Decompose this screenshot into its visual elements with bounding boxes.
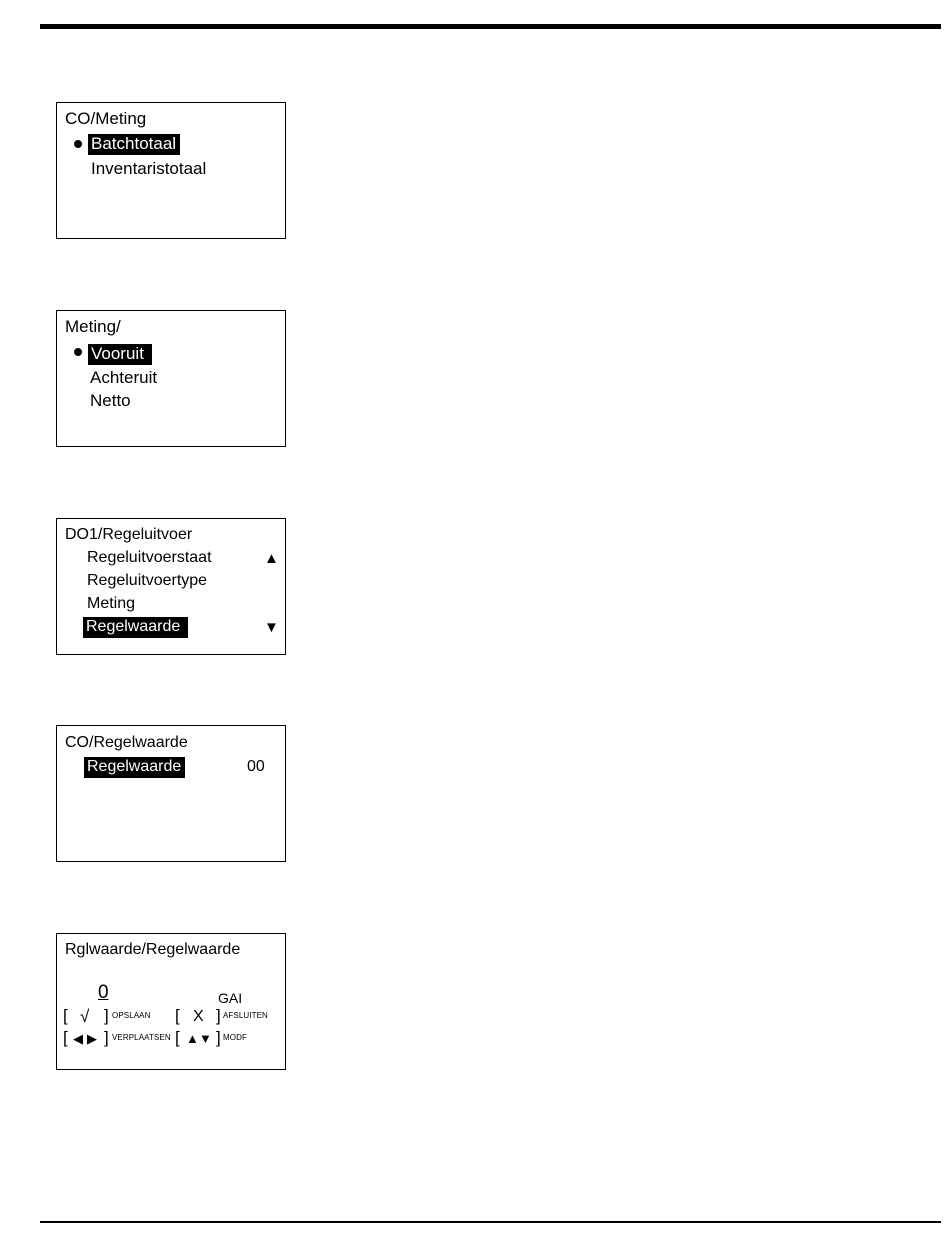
regelwaarde-value: 00 — [247, 758, 265, 775]
menu-item-batchtotaal[interactable]: Batchtotaal — [88, 134, 180, 155]
screen-do1-regeluitvoer — [56, 518, 286, 655]
screen-co-meting — [56, 102, 286, 239]
save-label: OPSLAAN — [112, 1011, 151, 1020]
check-icon: √ — [80, 1007, 90, 1026]
arrow-left-icon: ◀ — [73, 1031, 83, 1046]
unit-label: GAI — [218, 990, 243, 1006]
move-label: VERPLAATSEN — [112, 1033, 171, 1042]
arrow-up-icon: ▲ — [186, 1031, 199, 1046]
screen-title: CO/Meting — [65, 109, 147, 128]
menu-item-regelwaarde[interactable]: Regelwaarde — [84, 757, 185, 778]
scroll-up-icon[interactable]: ▲ — [264, 550, 279, 567]
close-icon: X — [193, 1008, 204, 1025]
screen-rglwaarde-edit — [56, 933, 286, 1070]
menu-item-achteruit[interactable]: Achteruit — [90, 368, 158, 387]
bracket-open: [ — [175, 1006, 180, 1025]
arrow-down-icon: ▼ — [199, 1031, 212, 1046]
modify-label: MODF — [223, 1033, 247, 1042]
bracket-close: ] — [104, 1006, 109, 1025]
value-digit-input[interactable]: 0 — [98, 982, 109, 1003]
bottom-rule — [40, 1221, 941, 1223]
screen-title: Rglwaarde/Regelwaarde — [65, 941, 241, 958]
arrow-right-icon: ▶ — [87, 1031, 97, 1046]
bracket-open: [ — [63, 1028, 68, 1047]
selection-bullet-icon — [74, 348, 82, 356]
bracket-open: [ — [63, 1006, 68, 1025]
screen-co-regelwaarde — [56, 725, 286, 862]
scroll-down-icon[interactable]: ▼ — [264, 619, 279, 636]
menu-item-netto[interactable]: Netto — [90, 391, 131, 410]
screen-meting — [56, 310, 286, 447]
menu-item-regeluitvoertype[interactable]: Regeluitvoertype — [87, 572, 208, 589]
menu-item-regeluitvoerstaat[interactable]: Regeluitvoerstaat — [87, 549, 212, 566]
screen-title: DO1/Regeluitvoer — [65, 526, 193, 543]
selection-bullet-icon — [74, 140, 82, 148]
bracket-close: ] — [104, 1028, 109, 1047]
menu-item-inventaristotaal[interactable]: Inventaristotaal — [91, 159, 207, 178]
bracket-close: ] — [216, 1028, 221, 1047]
menu-item-vooruit[interactable]: Vooruit — [88, 344, 152, 365]
top-rule — [40, 24, 941, 29]
close-label: AFSLUITEN — [223, 1011, 268, 1020]
screen-title: Meting/ — [65, 317, 121, 336]
bracket-close: ] — [216, 1006, 221, 1025]
menu-item-regelwaarde[interactable]: Regelwaarde — [83, 617, 188, 638]
menu-item-meting[interactable]: Meting — [87, 595, 136, 612]
bracket-open: [ — [175, 1028, 180, 1047]
screen-title: CO/Regelwaarde — [65, 734, 188, 751]
